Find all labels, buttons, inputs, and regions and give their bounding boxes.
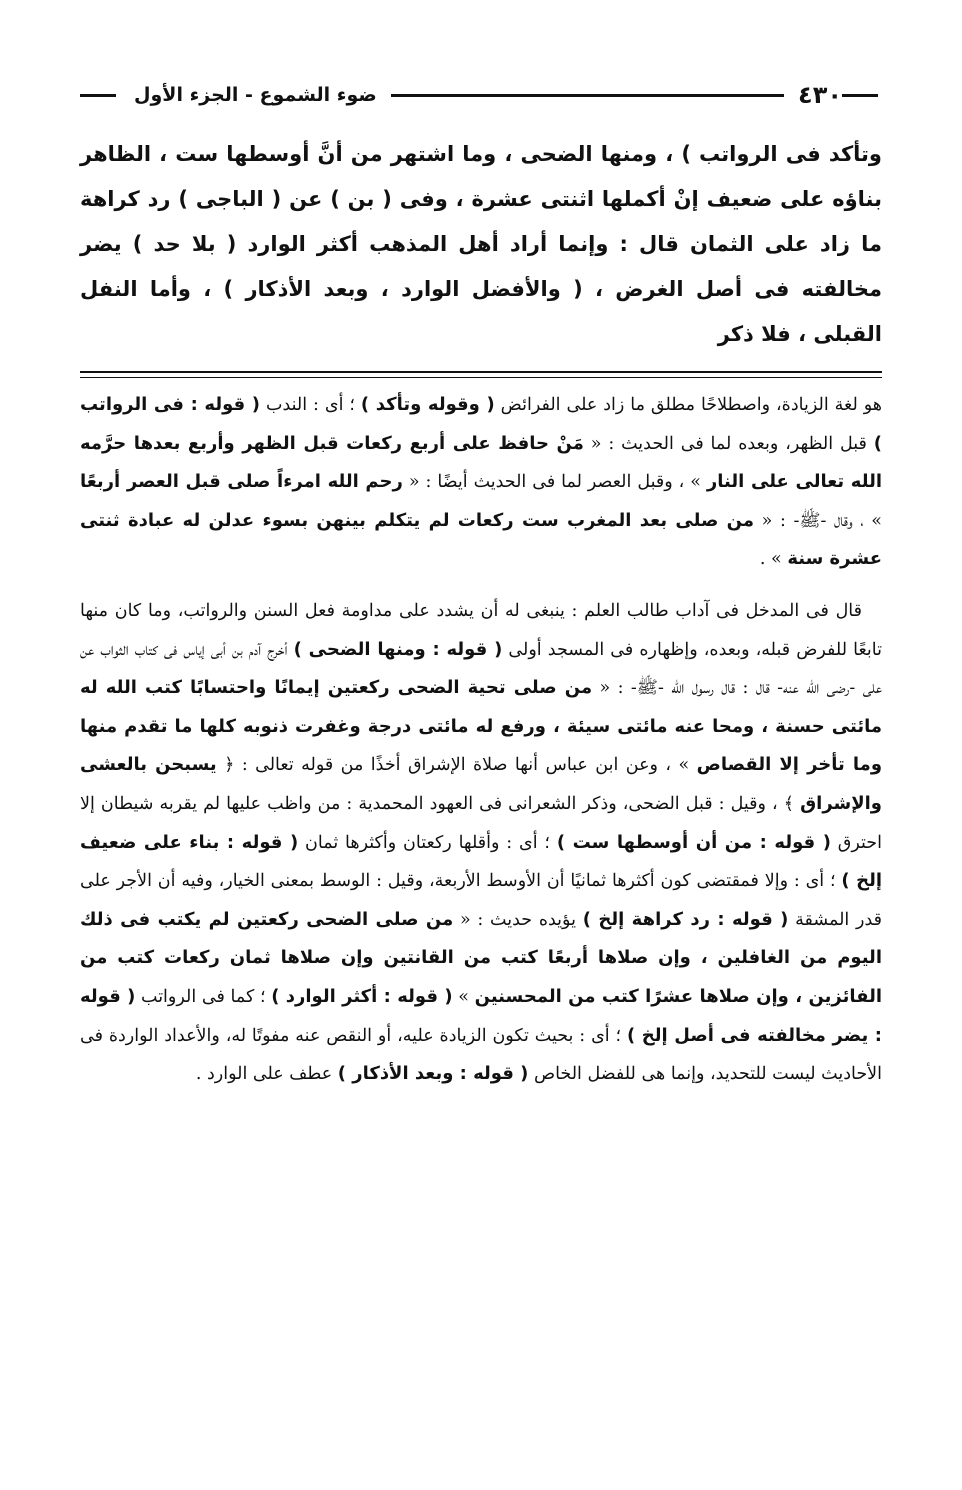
commentary-paragraph-1 xyxy=(80,386,882,579)
bold-phrase: من صلى الضحى ركعتين لم يكتب فى ذلك اليوم من الغافلين ، وإن صلاها أربعًا كتب من القانتين وإن صلاها ثمان ركعات كتب من الفائزين ، وإن صلاها عشرًا كتب من المحسنين xyxy=(80,908,882,1007)
text-run: » . xyxy=(759,549,788,570)
book-page xyxy=(80,70,882,1094)
header-rule-middle xyxy=(391,94,784,97)
header-rule-left xyxy=(80,94,116,97)
text-run: ﴾ ، وقيل : قبل الضحى، وذكر الشعرانى فى العهود المحمدية : من واظب عليها لم يقربه شيطان إلا احترق xyxy=(80,793,882,853)
text-run: عطف على الوارد . xyxy=(195,1064,338,1085)
text-run: ؛ أى : وأقلها ركعتان وأكثرها ثمان xyxy=(298,832,557,853)
bold-phrase: ( قوله : وبعد الأذكار ) xyxy=(337,1063,529,1085)
bold-phrase: ( قوله : فى الرواتب ) xyxy=(80,394,882,454)
bold-phrase: ( قوله : رد كراهة إلخ ) xyxy=(582,908,789,930)
text-run: هو لغة الزيادة، واصطلاحًا مطلق ما زاد على الفرائض xyxy=(494,395,882,415)
text-run: أخرج آدم بن أبى إياس فى كتاب الثواب عن على -رضى الله عنه- قال : قال رسول الله -ﷺ- : « xyxy=(80,639,883,699)
main-text xyxy=(80,132,882,357)
bold-phrase: من صلى بعد المغرب ست ركعات لم يتكلم بينهن بسوء عدلن له عبادة ثنتى عشرة سنة xyxy=(80,509,882,570)
bold-phrase: من صلى تحية الضحى ركعتين إيمانًا واحتسابًا كتب الله له مائتى حسنة ، ومحا عنه مائتى سيئة ، ورفع له مائتى درجة وغفرت ذنوبه كلها ما تقدم منها وما تأخر إلا القصاص xyxy=(80,677,883,776)
bold-phrase: مَنْ حافظ على أربع ركعات قبل الظهر وأربع بعدها حرَّمه الله تعالى على النار xyxy=(80,432,882,493)
running-header xyxy=(80,70,882,120)
text-run: يؤيده حديث : « xyxy=(453,909,583,930)
commentary xyxy=(80,386,882,1094)
text-separator xyxy=(80,371,882,378)
text-run: » xyxy=(452,986,475,1007)
page-number: ٤٣٠ xyxy=(798,81,842,109)
text-run: ؛ أى : وإلا فمقتضى كون أكثرها ثمانيًا أن الأوسط الأربعة، وقيل : الوسط بمعنى الخيار، وفيه أن الأجر على قدر المشقة xyxy=(80,871,882,930)
text-run: ؛ أى : الندب xyxy=(260,395,361,415)
text-run: » ، وعن ابن عباس أنها صلاة الإشراق أخذًا من قوله تعالى : ﴿ xyxy=(216,755,697,776)
text-run: » ، وقبل العصر لما فى الحديث أيضًا : « xyxy=(402,472,707,493)
main-paragraph: وتأكد فى الرواتب ) ، ومنها الضحى ، وما اشتهر من أنَّ أوسطها ست ، الظاهر بناؤه على ضعيف إنْ أكملها اثنتى عشرة ، وفى ( بن ) عن ( الباجى ) رد كراهة ما زاد على الثمان قال : وإنما أراد أهل المذهب أكثر الوارد ( بلا حد ) يضر مخالفته فى أصل الغرض ، ( والأفضل الوارد ، وبعد الأذكار ) ، وأما النفل القبلى ، فلا ذكر xyxy=(80,142,882,346)
text-run: ؛ كما فى الرواتب xyxy=(135,986,272,1007)
bold-phrase: ( قوله : من أن أوسطها ست ) xyxy=(556,831,831,853)
commentary-paragraph-2 xyxy=(80,593,882,1094)
bold-phrase: رحم الله امرءاً صلى قبل العصر أربعًا xyxy=(80,471,403,493)
bold-phrase: ( قوله : بناء على ضعيف إلخ ) xyxy=(80,831,882,892)
header-rule-right xyxy=(842,94,878,97)
book-title: ضوء الشموع - الجزء الأول xyxy=(134,84,377,106)
bold-phrase: ( قوله : ومنها الضحى ) xyxy=(293,638,503,660)
bold-phrase: ( وقوله وتأكد ) xyxy=(360,394,495,415)
bold-phrase: ( قوله : يضر مخالفته فى أصل إلخ ) xyxy=(80,985,882,1046)
text-run: » ، وقال -ﷺ- : « xyxy=(754,510,882,531)
bold-phrase: يسبحن بالعشى والإشراق xyxy=(80,754,882,814)
bold-phrase: ( قوله : أكثر الوارد ) xyxy=(271,985,453,1007)
text-run: ؛ أى : بحيث تكون الزيادة عليه، أو النقص عنه مفوتًا له، والأعداد الواردة فى الأحاديث ليست للتحديد، وإنما هى للفضل الخاص xyxy=(80,1025,882,1085)
text-run: قبل الظهر، وبعده لما فى الحديث : « xyxy=(583,433,874,454)
text-run: قال فى المدخل فى آداب طالب العلم : ينبغى له أن يشدد على مداومة فعل السنن والرواتب، وما كان منها تابعًا للفرض قبله، وبعده، وإظهاره فى المسجد أولى xyxy=(80,600,882,660)
